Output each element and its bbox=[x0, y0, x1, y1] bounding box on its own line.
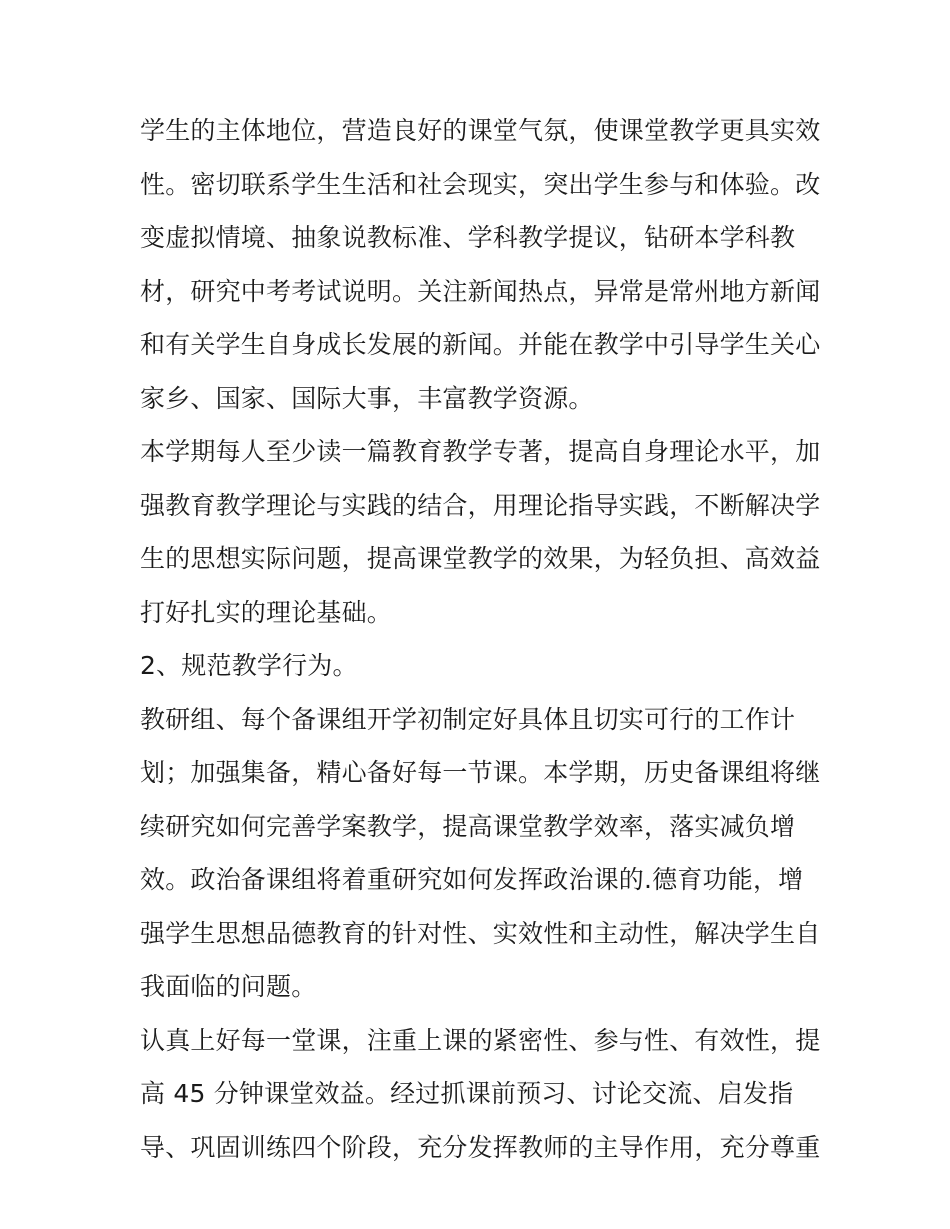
text-line: 强教育教学理论与实践的结合，用理论指导实践，不断解决学 bbox=[140, 490, 821, 520]
text-line: 效。政治备课组将着重研究如何发挥政治课的.德育功能，增 bbox=[140, 865, 804, 894]
text-line: 材，研究中考考试说明。关注新闻热点，异常是常州地方新闻 bbox=[140, 276, 821, 306]
text-line: 和有关学生自身成长发展的新闻。并能在教学中引导学生关心 bbox=[140, 330, 821, 359]
text-line: 变虚拟情境、抽象说教标准、学科教学提议，钻研本学科教 bbox=[140, 223, 796, 252]
section-heading: 2、规范教学行为。 bbox=[140, 651, 358, 680]
text-line: 导、巩固训练四个阶段，充分发挥教师的主导作用，充分尊重 bbox=[140, 1132, 821, 1162]
body-text bbox=[140, 104, 820, 1174]
text-line: 打好扎实的理论基础。 bbox=[140, 597, 393, 627]
text-line: 划；加强集备，精心备好每一节课。本学期，历史备课组将继 bbox=[140, 758, 821, 787]
text-line: 生的思想实际问题，提高课堂教学的效果，为轻负担、高效益 bbox=[140, 544, 821, 573]
text-line: 续研究如何完善学案教学，提高课堂教学效率，落实减负增 bbox=[140, 811, 796, 841]
text-line: 教研组、每个备课组开学初制定好具体且切实可行的工作计 bbox=[140, 704, 796, 734]
text-line: 性。密切联系学生生活和社会现实，突出学生参与和体验。改 bbox=[140, 169, 821, 199]
text-line: 我面临的问题。 bbox=[140, 972, 317, 1001]
text-line: 强学生思想品德教育的针对性、实效性和主动性，解决学生自 bbox=[140, 918, 821, 948]
text-line: 学生的主体地位，营造良好的课堂气氛，使课堂教学更具实效 bbox=[140, 116, 821, 145]
text-line: 认真上好每一堂课，注重上课的紧密性、参与性、有效性，提 bbox=[140, 1025, 821, 1055]
text-line: 家乡、国家、国际大事，丰富教学资源。 bbox=[140, 383, 594, 413]
text-line: 本学期每人至少读一篇教育教学专著，提高自身理论水平，加 bbox=[140, 437, 821, 466]
text-line: 高 45 分钟课堂效益。经过抓课前预习、讨论交流、启发指 bbox=[140, 1079, 794, 1108]
